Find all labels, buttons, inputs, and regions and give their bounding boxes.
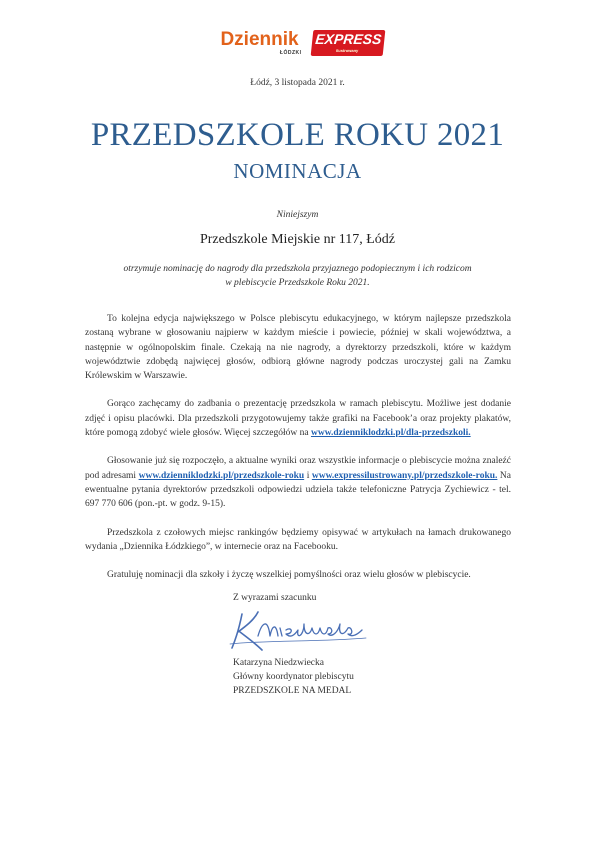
signer-organization: PRZEDSZKOLE NA MEDAL	[233, 686, 352, 696]
dziennik-lodzki-logo	[212, 30, 308, 56]
signer-name: Katarzyna Niedzwiecka	[233, 658, 324, 668]
paragraph-edition: To kolejna edycja największego w Polsce plebiscytu edukacyjnego, w którym najlepsze przedszkola zostaną wybrane w głosowaniu najpierw w każdym mieście i powiecie, później w skali województwa, a następnie w ogólnopolskim finale. Czekają na nie nagrody, a dyrektorzy przedszkoli, które w każdym województwie zdobędą najwięcej głosów, odbiorą główne nagrody podczas uroczystej gali na Zamku Królewskim w Warszawie.	[85, 314, 511, 382]
link-dla-przedszkoli[interactable]: www.dzienniklodzki.pl/dla-przedszkoli.	[310, 428, 471, 439]
signer-role: Główny koordynator plebiscytu	[233, 672, 354, 682]
intro-word: Niniejszym	[276, 210, 319, 220]
award-line-1: otrzymuje nominację do nagrody dla przedszkola przyjaznego podopiecznym i ich rodzicom	[123, 264, 472, 274]
dziennik-logo-subtext: ŁÓDZKI	[279, 50, 302, 56]
closing-phrase: Z wyrazami szacunku	[233, 593, 317, 603]
dziennik-logo-text: Dziennik	[220, 29, 299, 50]
express-logo-text: EXPRESS	[314, 31, 382, 47]
paragraph-voting-text-b: i	[304, 470, 312, 481]
signer-block	[233, 656, 354, 698]
award-statement	[0, 262, 595, 290]
award-line-2: w plebiscycie Przedszkole Roku 2021.	[225, 278, 370, 288]
paragraph-voting	[85, 454, 511, 511]
paragraph-voting-text-c: Na ewentualne pytania dyrektorów przedszkoli odpowiedzi udziela także telefoniczne Patrycja Zychiewicz - tel. 697 770 606 (pon.-pt. w godz. 9-15).	[85, 470, 512, 510]
header-logos	[0, 30, 595, 64]
paragraph-rankings: Przedszkola z czołowych miejsc rankingów będziemy opisywać w artykułach na łamach drukowanego wydania „Dziennika Łódzkiego”, w internecie oraz na Facebooku.	[85, 527, 511, 552]
page-subtitle: NOMINACJA	[233, 159, 362, 183]
letter-body	[85, 312, 511, 596]
express-logo-subtext: ilustrowany	[335, 48, 359, 53]
paragraph-presentation	[85, 397, 511, 440]
page-title: PRZEDSZKOLE ROKU 2021	[90, 117, 505, 153]
paragraph-voting-text-a: Głosowanie już się rozpoczęło, a aktualne wyniki oraz wszystkie informacje o plebiscycie można znaleźć pod adresami	[85, 456, 511, 481]
paragraph-congratulations: Gratuluję nominacji dla szkoły i życzę wszelkiej pomyślności oraz wielu głosów w plebiscycie.	[107, 570, 471, 581]
letter-date: Łódź, 3 listopada 2021 r.	[250, 78, 345, 88]
express-ilustrowany-logo	[310, 30, 385, 56]
handwritten-signature	[228, 606, 368, 654]
link-dziennik-przedszkole-roku[interactable]: www.dzienniklodzki.pl/przedszkole-roku	[138, 470, 305, 481]
recipient-name: Przedszkole Miejskie nr 117, Łódź	[199, 232, 396, 247]
paragraph-presentation-text: Gorąco zachęcamy do zadbania o prezentację przedszkola w ramach plebiscytu. Możliwe jest dodanie zdjęć i opisu placówki. Dla przedszkoli przygotowujemy także grafiki na Facebook’a oraz projekty plakatów, które pomogą zdobyć wiele głosów. Więcej szczegółów na	[85, 399, 511, 439]
link-express-przedszkole-roku[interactable]: www.expressilustrowany.pl/przedszkole-roku.	[311, 470, 498, 481]
